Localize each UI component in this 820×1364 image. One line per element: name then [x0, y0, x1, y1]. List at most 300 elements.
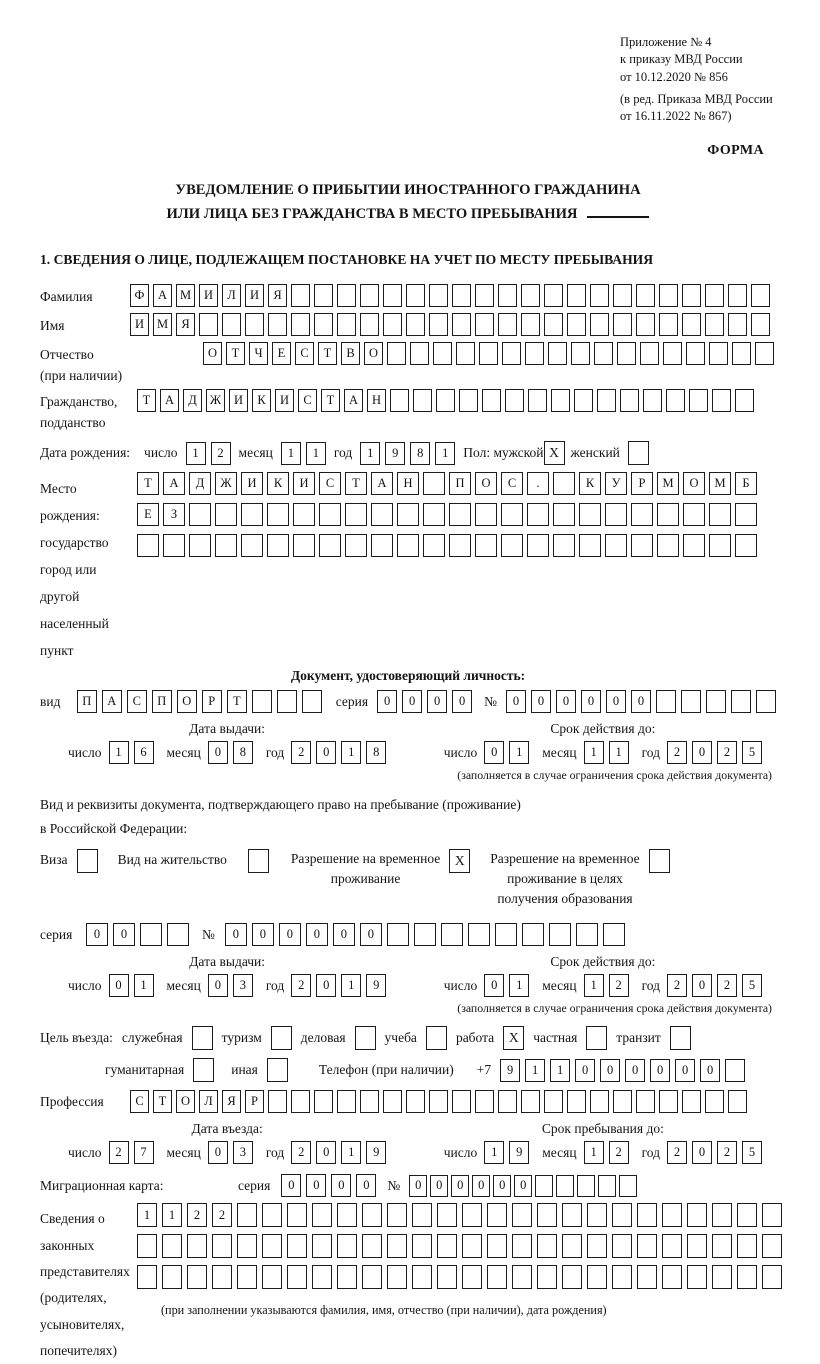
char-box[interactable] [241, 534, 263, 557]
char-box[interactable] [293, 503, 315, 526]
char-box[interactable] [287, 1265, 307, 1289]
char-box[interactable] [512, 1203, 532, 1227]
purpose-ucheba-checkbox[interactable] [426, 1026, 447, 1050]
char-box[interactable] [429, 1090, 448, 1113]
char-box[interactable]: И [293, 472, 315, 495]
char-box[interactable] [406, 284, 425, 307]
char-box[interactable]: Р [631, 472, 653, 495]
char-box[interactable] [662, 1203, 682, 1227]
char-box[interactable] [662, 1234, 682, 1258]
char-box[interactable]: 0 [531, 690, 551, 713]
rvp-education-checkbox[interactable] [649, 849, 670, 873]
purpose-delovaya-checkbox[interactable] [355, 1026, 376, 1050]
char-box[interactable] [345, 503, 367, 526]
char-box[interactable]: 8 [233, 741, 253, 764]
char-box[interactable]: 0 [306, 1174, 326, 1197]
char-box[interactable]: 0 [556, 690, 576, 713]
char-box[interactable]: К [252, 389, 271, 412]
char-box[interactable] [612, 1203, 632, 1227]
char-box[interactable]: Ж [206, 389, 225, 412]
char-box[interactable] [475, 284, 494, 307]
char-box[interactable]: . [527, 472, 549, 495]
char-box[interactable]: 0 [600, 1059, 620, 1082]
char-box[interactable] [562, 1203, 582, 1227]
char-box[interactable] [590, 284, 609, 307]
char-box[interactable] [162, 1265, 182, 1289]
char-box[interactable] [498, 313, 517, 336]
char-box[interactable]: 0 [451, 1175, 469, 1197]
char-box[interactable]: 1 [584, 741, 604, 764]
char-box[interactable]: 2 [609, 1141, 629, 1164]
char-box[interactable]: Д [189, 472, 211, 495]
char-box[interactable] [544, 284, 563, 307]
stay-month-input[interactable] [584, 1141, 629, 1164]
char-box[interactable] [397, 503, 419, 526]
char-box[interactable]: Т [137, 389, 156, 412]
char-box[interactable]: С [501, 472, 523, 495]
representatives-line1-input[interactable] [137, 1203, 782, 1227]
firstname-input[interactable] [130, 313, 770, 336]
phone-input[interactable] [500, 1059, 745, 1082]
char-box[interactable] [167, 923, 189, 946]
char-box[interactable]: Р [202, 690, 222, 713]
char-box[interactable] [429, 313, 448, 336]
char-box[interactable] [643, 389, 662, 412]
char-box[interactable]: Д [183, 389, 202, 412]
char-box[interactable]: Ч [249, 342, 268, 365]
char-box[interactable] [459, 389, 478, 412]
purpose-gumanitarnaya-checkbox[interactable] [193, 1058, 214, 1082]
char-box[interactable] [337, 284, 356, 307]
char-box[interactable]: М [153, 313, 172, 336]
iddoc-series-input[interactable] [377, 690, 472, 713]
char-box[interactable]: 2 [291, 741, 311, 764]
char-box[interactable] [527, 503, 549, 526]
char-box[interactable] [590, 313, 609, 336]
char-box[interactable]: 0 [208, 1141, 228, 1164]
char-box[interactable] [706, 690, 726, 713]
char-box[interactable]: 1 [550, 1059, 570, 1082]
char-box[interactable] [512, 1265, 532, 1289]
char-box[interactable]: 2 [717, 974, 737, 997]
char-box[interactable] [498, 1090, 517, 1113]
char-box[interactable]: 9 [509, 1141, 529, 1164]
char-box[interactable] [682, 313, 701, 336]
char-box[interactable] [412, 1203, 432, 1227]
char-box[interactable]: Я [268, 284, 287, 307]
char-box[interactable] [562, 1265, 582, 1289]
iddoc-number-input[interactable] [506, 690, 776, 713]
char-box[interactable] [383, 284, 402, 307]
char-box[interactable] [441, 923, 463, 946]
char-box[interactable]: 5 [742, 1141, 762, 1164]
char-box[interactable]: 0 [427, 690, 447, 713]
char-box[interactable] [337, 1234, 357, 1258]
char-box[interactable] [189, 503, 211, 526]
char-box[interactable] [268, 313, 287, 336]
char-box[interactable] [337, 313, 356, 336]
char-box[interactable] [237, 1265, 257, 1289]
char-box[interactable]: 1 [137, 1203, 157, 1227]
char-box[interactable]: 1 [341, 1141, 361, 1164]
char-box[interactable] [576, 923, 598, 946]
staydoc-number-input[interactable] [225, 923, 625, 946]
birthdate-year-input[interactable] [360, 442, 455, 465]
profession-input[interactable] [130, 1090, 747, 1113]
char-box[interactable] [449, 534, 471, 557]
char-box[interactable] [215, 534, 237, 557]
birthplace-line1-input[interactable] [137, 472, 757, 495]
char-box[interactable] [215, 503, 237, 526]
char-box[interactable] [462, 1234, 482, 1258]
char-box[interactable]: 0 [430, 1175, 448, 1197]
char-box[interactable] [137, 1265, 157, 1289]
char-box[interactable]: М [657, 472, 679, 495]
char-box[interactable] [605, 534, 627, 557]
staydoc-expiry-year-input[interactable] [667, 974, 762, 997]
char-box[interactable] [686, 342, 705, 365]
char-box[interactable]: О [203, 342, 222, 365]
char-box[interactable] [549, 923, 571, 946]
iddoc-kind-input[interactable] [77, 690, 322, 713]
char-box[interactable]: 0 [360, 923, 382, 946]
char-box[interactable]: 1 [281, 442, 301, 465]
char-box[interactable] [544, 1090, 563, 1113]
entry-day-input[interactable] [109, 1141, 154, 1164]
char-box[interactable] [501, 534, 523, 557]
char-box[interactable] [567, 313, 586, 336]
char-box[interactable] [387, 342, 406, 365]
char-box[interactable] [521, 313, 540, 336]
char-box[interactable] [728, 284, 747, 307]
char-box[interactable]: Я [222, 1090, 241, 1113]
char-box[interactable] [709, 534, 731, 557]
char-box[interactable] [468, 923, 490, 946]
char-box[interactable] [603, 923, 625, 946]
char-box[interactable] [337, 1203, 357, 1227]
char-box[interactable] [687, 1234, 707, 1258]
char-box[interactable] [449, 503, 471, 526]
char-box[interactable]: 2 [291, 974, 311, 997]
char-box[interactable]: С [295, 342, 314, 365]
char-box[interactable] [189, 534, 211, 557]
char-box[interactable] [709, 342, 728, 365]
char-box[interactable] [659, 284, 678, 307]
char-box[interactable] [162, 1234, 182, 1258]
char-box[interactable]: 0 [316, 1141, 336, 1164]
char-box[interactable]: С [130, 1090, 149, 1113]
char-box[interactable] [636, 284, 655, 307]
char-box[interactable] [452, 313, 471, 336]
char-box[interactable] [262, 1203, 282, 1227]
rvp-checkbox[interactable]: X [449, 849, 470, 873]
char-box[interactable] [725, 1059, 745, 1082]
char-box[interactable]: 1 [162, 1203, 182, 1227]
char-box[interactable] [637, 1203, 657, 1227]
char-box[interactable] [433, 342, 452, 365]
char-box[interactable] [502, 342, 521, 365]
char-box[interactable] [452, 1090, 471, 1113]
char-box[interactable] [594, 342, 613, 365]
char-box[interactable] [659, 1090, 678, 1113]
char-box[interactable]: 1 [484, 1141, 504, 1164]
char-box[interactable] [682, 284, 701, 307]
char-box[interactable]: И [130, 313, 149, 336]
char-box[interactable]: 0 [493, 1175, 511, 1197]
char-box[interactable] [535, 1175, 553, 1197]
stay-day-input[interactable] [484, 1141, 529, 1164]
char-box[interactable]: 9 [385, 442, 405, 465]
char-box[interactable] [267, 534, 289, 557]
char-box[interactable] [268, 1090, 287, 1113]
char-box[interactable] [556, 1175, 574, 1197]
char-box[interactable]: 9 [366, 974, 386, 997]
char-box[interactable] [617, 342, 636, 365]
purpose-tranzit-checkbox[interactable] [670, 1026, 691, 1050]
char-box[interactable] [362, 1203, 382, 1227]
char-box[interactable] [640, 342, 659, 365]
char-box[interactable] [501, 503, 523, 526]
char-box[interactable]: П [449, 472, 471, 495]
char-box[interactable]: А [153, 284, 172, 307]
char-box[interactable] [613, 284, 632, 307]
char-box[interactable]: А [163, 472, 185, 495]
purpose-chastnaya-checkbox[interactable] [586, 1026, 607, 1050]
char-box[interactable]: 1 [186, 442, 206, 465]
char-box[interactable] [140, 923, 162, 946]
char-box[interactable]: А [344, 389, 363, 412]
residence-permit-checkbox[interactable] [248, 849, 269, 873]
char-box[interactable] [437, 1203, 457, 1227]
char-box[interactable] [553, 534, 575, 557]
char-box[interactable]: 0 [631, 690, 651, 713]
char-box[interactable] [397, 534, 419, 557]
char-box[interactable]: Ж [215, 472, 237, 495]
char-box[interactable] [521, 1090, 540, 1113]
char-box[interactable]: Т [321, 389, 340, 412]
char-box[interactable] [314, 284, 333, 307]
char-box[interactable] [705, 284, 724, 307]
char-box[interactable]: 1 [134, 974, 154, 997]
char-box[interactable]: 2 [667, 1141, 687, 1164]
char-box[interactable] [613, 1090, 632, 1113]
citizenship-input[interactable] [137, 389, 754, 412]
char-box[interactable] [383, 1090, 402, 1113]
char-box[interactable]: И [199, 284, 218, 307]
char-box[interactable]: 1 [306, 442, 326, 465]
birthplace-line2-input[interactable] [137, 503, 757, 526]
char-box[interactable] [412, 1234, 432, 1258]
char-box[interactable]: 0 [86, 923, 108, 946]
char-box[interactable]: Т [153, 1090, 172, 1113]
char-box[interactable] [689, 389, 708, 412]
char-box[interactable] [475, 503, 497, 526]
char-box[interactable] [762, 1265, 782, 1289]
char-box[interactable] [636, 1090, 655, 1113]
char-box[interactable]: Ф [130, 284, 149, 307]
char-box[interactable] [590, 1090, 609, 1113]
staydoc-expiry-month-input[interactable] [584, 974, 629, 997]
char-box[interactable]: 2 [717, 741, 737, 764]
char-box[interactable] [579, 534, 601, 557]
char-box[interactable] [620, 389, 639, 412]
char-box[interactable] [612, 1265, 632, 1289]
char-box[interactable]: О [364, 342, 383, 365]
entry-month-input[interactable] [208, 1141, 253, 1164]
char-box[interactable] [277, 690, 297, 713]
char-box[interactable]: 0 [452, 690, 472, 713]
char-box[interactable]: 2 [211, 442, 231, 465]
char-box[interactable] [362, 1265, 382, 1289]
char-box[interactable] [587, 1203, 607, 1227]
char-box[interactable]: 0 [675, 1059, 695, 1082]
char-box[interactable]: 0 [402, 690, 422, 713]
char-box[interactable] [291, 313, 310, 336]
char-box[interactable]: 1 [360, 442, 380, 465]
char-box[interactable]: 0 [606, 690, 626, 713]
birthdate-day-input[interactable] [186, 442, 231, 465]
char-box[interactable]: З [163, 503, 185, 526]
char-box[interactable] [612, 1234, 632, 1258]
char-box[interactable] [412, 1265, 432, 1289]
char-box[interactable] [731, 690, 751, 713]
char-box[interactable]: 0 [575, 1059, 595, 1082]
char-box[interactable]: 0 [581, 690, 601, 713]
char-box[interactable]: 3 [233, 1141, 253, 1164]
char-box[interactable] [423, 503, 445, 526]
visa-checkbox[interactable] [77, 849, 98, 873]
char-box[interactable]: Е [137, 503, 159, 526]
char-box[interactable]: 0 [506, 690, 526, 713]
char-box[interactable]: А [160, 389, 179, 412]
char-box[interactable] [537, 1203, 557, 1227]
birthdate-month-input[interactable] [281, 442, 326, 465]
char-box[interactable]: 0 [650, 1059, 670, 1082]
char-box[interactable] [598, 1175, 616, 1197]
char-box[interactable] [475, 1090, 494, 1113]
char-box[interactable] [751, 284, 770, 307]
char-box[interactable] [656, 690, 676, 713]
char-box[interactable] [762, 1203, 782, 1227]
char-box[interactable] [637, 1234, 657, 1258]
char-box[interactable] [387, 1234, 407, 1258]
char-box[interactable]: Н [367, 389, 386, 412]
char-box[interactable] [637, 1265, 657, 1289]
char-box[interactable]: 2 [212, 1203, 232, 1227]
char-box[interactable]: 2 [667, 974, 687, 997]
char-box[interactable] [312, 1203, 332, 1227]
char-box[interactable] [406, 313, 425, 336]
char-box[interactable]: Т [345, 472, 367, 495]
char-box[interactable] [410, 342, 429, 365]
char-box[interactable]: М [709, 472, 731, 495]
char-box[interactable]: 1 [509, 974, 529, 997]
purpose-sluzhebnaya-checkbox[interactable] [192, 1026, 213, 1050]
purpose-rabota-checkbox[interactable]: X [503, 1026, 524, 1050]
char-box[interactable]: 2 [187, 1203, 207, 1227]
char-box[interactable] [406, 1090, 425, 1113]
char-box[interactable] [553, 503, 575, 526]
char-box[interactable] [287, 1203, 307, 1227]
char-box[interactable] [512, 1234, 532, 1258]
char-box[interactable]: 1 [341, 741, 361, 764]
char-box[interactable]: И [245, 284, 264, 307]
char-box[interactable] [709, 503, 731, 526]
char-box[interactable] [587, 1234, 607, 1258]
char-box[interactable]: О [177, 690, 197, 713]
iddoc-expiry-year-input[interactable] [667, 741, 762, 764]
char-box[interactable] [437, 1265, 457, 1289]
char-box[interactable] [562, 1234, 582, 1258]
char-box[interactable] [498, 284, 517, 307]
char-box[interactable] [728, 1090, 747, 1113]
char-box[interactable]: И [275, 389, 294, 412]
char-box[interactable] [597, 389, 616, 412]
char-box[interactable]: 2 [717, 1141, 737, 1164]
char-box[interactable]: 0 [692, 741, 712, 764]
char-box[interactable]: 0 [316, 974, 336, 997]
char-box[interactable] [475, 313, 494, 336]
staydoc-series-input[interactable] [86, 923, 189, 946]
char-box[interactable] [737, 1265, 757, 1289]
char-box[interactable] [267, 503, 289, 526]
char-box[interactable] [567, 284, 586, 307]
char-box[interactable] [187, 1265, 207, 1289]
char-box[interactable]: А [371, 472, 393, 495]
char-box[interactable] [636, 313, 655, 336]
char-box[interactable] [387, 1203, 407, 1227]
char-box[interactable] [452, 284, 471, 307]
char-box[interactable] [631, 534, 653, 557]
char-box[interactable]: 1 [109, 741, 129, 764]
char-box[interactable]: 1 [341, 974, 361, 997]
char-box[interactable] [245, 313, 264, 336]
char-box[interactable] [187, 1234, 207, 1258]
char-box[interactable] [337, 1090, 356, 1113]
char-box[interactable] [505, 389, 524, 412]
char-box[interactable]: 8 [366, 741, 386, 764]
char-box[interactable]: 0 [692, 1141, 712, 1164]
char-box[interactable] [553, 472, 575, 495]
iddoc-expiry-month-input[interactable] [584, 741, 629, 764]
char-box[interactable]: 1 [435, 442, 455, 465]
char-box[interactable] [687, 1265, 707, 1289]
char-box[interactable] [579, 503, 601, 526]
char-box[interactable] [487, 1203, 507, 1227]
char-box[interactable] [291, 1090, 310, 1113]
char-box[interactable] [262, 1234, 282, 1258]
char-box[interactable]: 2 [667, 741, 687, 764]
char-box[interactable]: С [298, 389, 317, 412]
char-box[interactable]: 0 [625, 1059, 645, 1082]
char-box[interactable]: 1 [584, 974, 604, 997]
char-box[interactable]: 0 [333, 923, 355, 946]
char-box[interactable] [252, 690, 272, 713]
char-box[interactable]: Т [227, 690, 247, 713]
char-box[interactable]: Т [226, 342, 245, 365]
sex-male-checkbox[interactable]: X [544, 441, 565, 465]
char-box[interactable] [436, 389, 455, 412]
char-box[interactable]: С [319, 472, 341, 495]
char-box[interactable]: У [605, 472, 627, 495]
char-box[interactable] [319, 503, 341, 526]
char-box[interactable] [390, 389, 409, 412]
char-box[interactable]: В [341, 342, 360, 365]
char-box[interactable] [619, 1175, 637, 1197]
char-box[interactable]: 1 [525, 1059, 545, 1082]
char-box[interactable]: Я [176, 313, 195, 336]
surname-input[interactable] [130, 284, 770, 307]
